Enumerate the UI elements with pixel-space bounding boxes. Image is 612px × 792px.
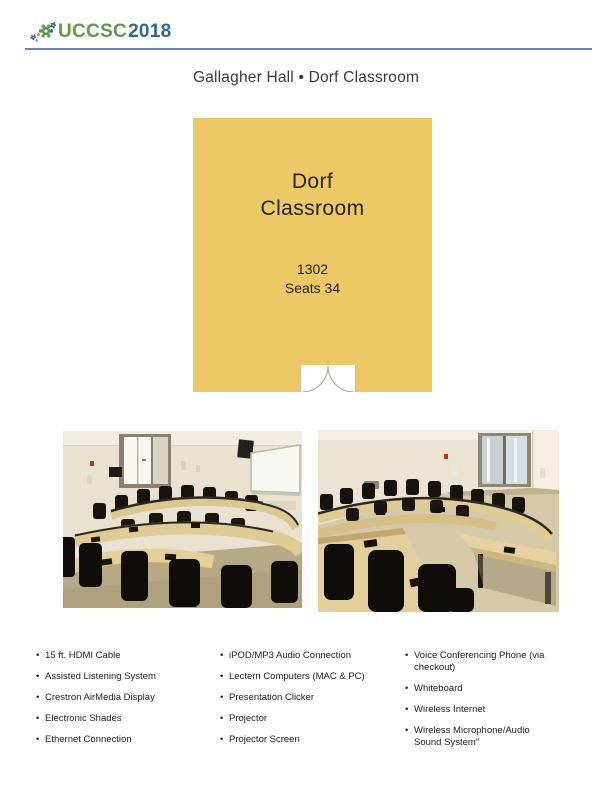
equipment-list-2 [219,650,397,746]
equipment-item: • Presentation Clicker [219,692,397,704]
logo-text-uccsc: UCCSC [58,21,128,42]
door-symbol-icon [300,365,356,392]
equipment-list-3 [404,650,556,749]
equipment-column-1 [35,650,205,755]
equipment-item: • Assisted Listening System [35,671,205,683]
equipment-item: • Projector Screen [219,734,397,746]
equipment-item: • 15 ft. HDMI Cable [35,650,205,662]
photo-left-door [119,434,171,488]
equipment-item: • Whiteboard [404,683,556,695]
uccsc-logo-gear-flower-icon [29,22,56,43]
equipment-item: • Wireless Microphone/Audio Sound System″ [404,725,556,749]
room-name [193,168,432,222]
equipment-item: • Lectern Computers (MAC & PC) [219,671,397,683]
room-name-line2: Classroom [260,197,365,220]
uccsc-logo [29,21,172,43]
photo-left-whiteboard [251,445,300,496]
equipment-list-1 [35,650,205,746]
room-name-line1: Dorf [291,170,334,193]
equipment-column-2 [219,650,397,755]
equipment-item: • Crestron AirMedia Display [35,692,205,704]
equipment-item: • Electronic Shades [35,713,205,725]
photo-left-monitor [109,467,122,477]
photo-right-glass-door [478,433,531,487]
header-divider-rule [25,48,592,50]
equipment-column-3 [404,650,556,758]
equipment-item: • Ethernet Connection [35,734,205,746]
equipment-item: • Voice Conferencing Phone (via checkout) [404,650,556,674]
equipment-item: • Wireless Internet [404,704,556,716]
photo-left-fire-alarm [90,461,94,466]
page-title: Gallagher Hall • Dorf Classroom [192,69,420,86]
logo-text-year: 2018 [128,21,172,42]
photo-right-wall-phone [451,465,458,476]
room-meta [193,260,432,298]
photo-right-fire-alarm [444,454,448,459]
classroom-photo-left [63,431,302,608]
equipment-item: • iPOD/MP3 Audio Connection [219,650,397,662]
classroom-photo-right [318,430,559,612]
equipment-item: • Projector [219,713,397,725]
room-floorplan [193,118,432,392]
room-seats: Seats 34 [284,280,341,296]
room-number: 1302 [296,261,329,277]
